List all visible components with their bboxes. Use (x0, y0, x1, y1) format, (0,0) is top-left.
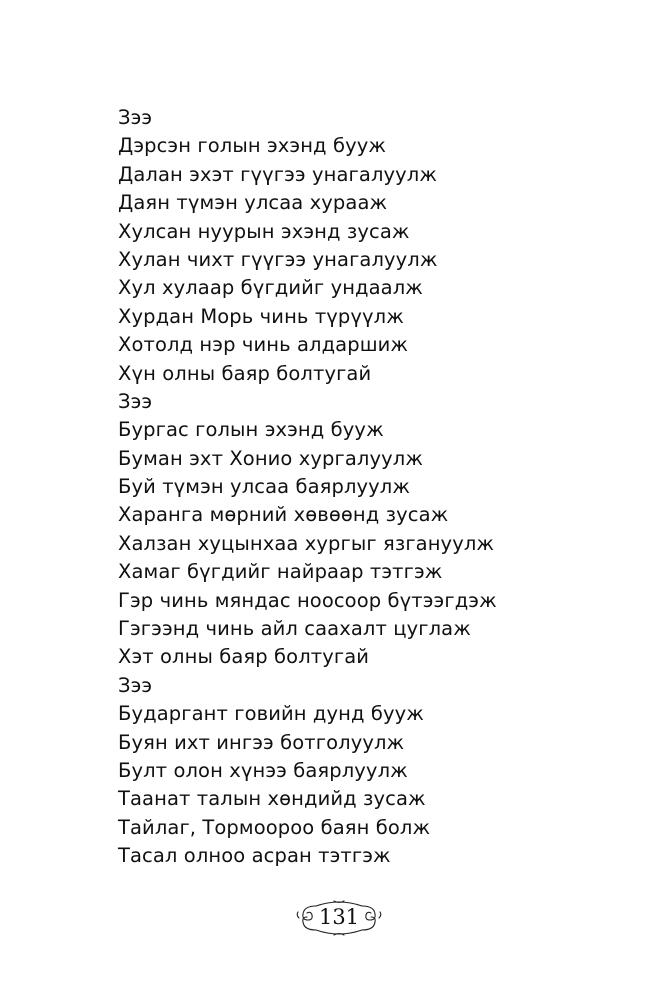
poem-line: Дэрсэн голын эхэнд бууж (118, 134, 387, 158)
page-number-ornament (294, 898, 384, 938)
poem-line: Гэгээнд чинь айл саахалт цуглаж (118, 617, 471, 641)
poem-line: Хул хулаар бүгдийг ундаалж (118, 276, 423, 300)
poem-line: Гэр чинь мяндас ноосоор бүтээгдэж (118, 588, 497, 612)
poem-line: Зээ (118, 673, 153, 697)
poem-line: Зээ (118, 389, 153, 413)
poem-text (118, 104, 497, 871)
poem-line: Хамаг бүгдийг найраар тэтгэж (118, 560, 443, 584)
poem-line: Таанат талын хөндийд зусаж (118, 787, 426, 811)
poem-line: Буман эхт Хонио хургалуулж (118, 446, 423, 470)
poem-line: Бударгант говийн дунд бууж (118, 702, 424, 726)
poem-line: Буй түмэн улсаа баярлуулж (118, 475, 411, 499)
poem-line: Хүн олны баяр болтугай (118, 361, 372, 385)
poem-line: Буян ихт ингээ ботголуулж (118, 730, 405, 754)
poem-line: Хурдан Морь чинь түрүүлж (118, 304, 404, 328)
poem-line: Бургас голын эхэнд бууж (118, 418, 384, 442)
poem-line: Халзан хуцынхаа хургыг язгануулж (118, 531, 495, 555)
poem-line: Хулсан нуурын эхэнд зусаж (118, 219, 410, 243)
poem-line: Хэт олны баяр болтугай (118, 645, 370, 669)
poem-line: Далан эхэт гүүгээ унагалуулж (118, 162, 438, 186)
poem-line: Тайлаг, Тормоороо баян болж (118, 815, 431, 839)
poem-line: Булт олон хүнээ баярлуулж (118, 758, 408, 782)
poem-line: Хотолд нэр чинь алдаршиж (118, 333, 409, 357)
poem-line: Зээ (118, 106, 153, 129)
poem-line: Хулан чихт гүүгээ унагалуулж (118, 247, 438, 271)
poem-line: Даян түмэн улсаа хурааж (118, 191, 388, 215)
poem-line: Харанга мөрний хөвөөнд зусаж (118, 503, 449, 527)
poem-line: Тасал олноо асран тэтгэж (118, 844, 391, 868)
page-number: 131 (318, 905, 360, 929)
